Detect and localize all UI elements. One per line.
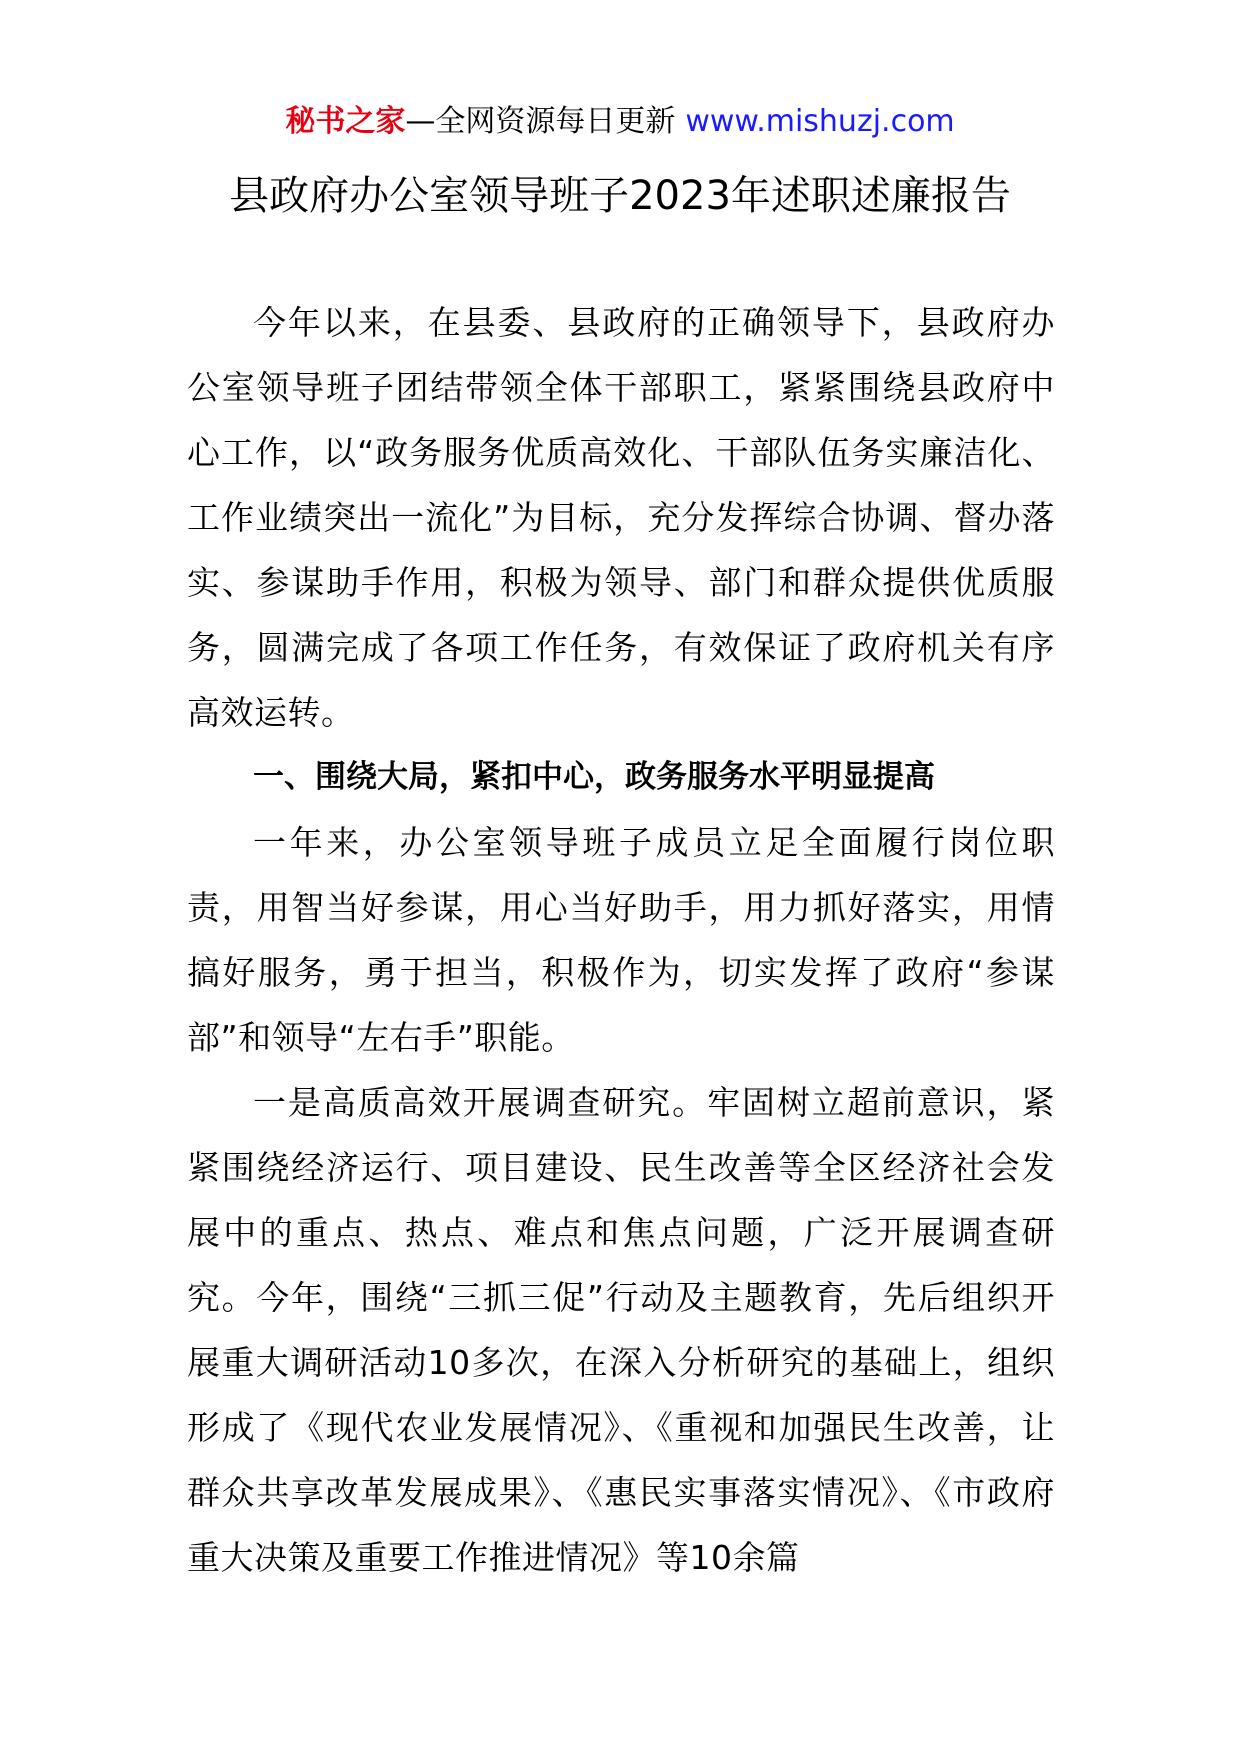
site-url-link[interactable]: www.mishuzj.com (685, 104, 955, 139)
research-paragraph: 一是高质高效开展调查研究。牢固树立超前意识，紧紧围绕经济运行、项目建设、民生改善等全区经济社会发展中的重点、热点、难点和焦点问题，广泛开展调查研究。今年，围绕“三抓三促”行动及主题教育，先后组织开展重大调研活动10多次，在深入分析研究的基础上，组织形成了《现代农业发展情况》、《重视和加强民生改善，让群众共享改革发展成果》、《惠民实事落实情况》、《市政府重大决策及重要工作推进情况》等10余篇 (187, 1083, 1055, 1577)
brand-name: 秘书之家 (285, 104, 406, 139)
section-heading-1: 一、围绕大局，紧扣中心，政务服务水平明显提高 (253, 759, 935, 795)
section-1-paragraph: 一年来，办公室领导班子成员立足全面履行岗位职责，用智当好参谋，用心当好助手，用力抓好落实，用情搞好服务，勇于担当，积极作为，切实发挥了政府“参谋部”和领导“左右手”职能。 (187, 823, 1055, 1057)
site-header (0, 100, 1240, 144)
document-title: 县政府办公室领导班子2023年述职述廉报告 (229, 173, 1011, 219)
intro-paragraph: 今年以来，在县委、县政府的正确领导下，县政府办公室领导班子团结带领全体干部职工，紧紧围绕县政府中心工作，以“政务服务优质高效化、干部队伍务实廉洁化、工作业绩突出一流化”为目标，充分发挥综合协调、督办落实、参谋助手作用，积极为领导、部门和群众提供优质服务，圆满完成了各项工作任务，有效保证了政府机关有序高效运转。 (187, 303, 1055, 732)
header-tagline: —全网资源每日更新 (405, 104, 676, 139)
document-body (187, 290, 1055, 1590)
